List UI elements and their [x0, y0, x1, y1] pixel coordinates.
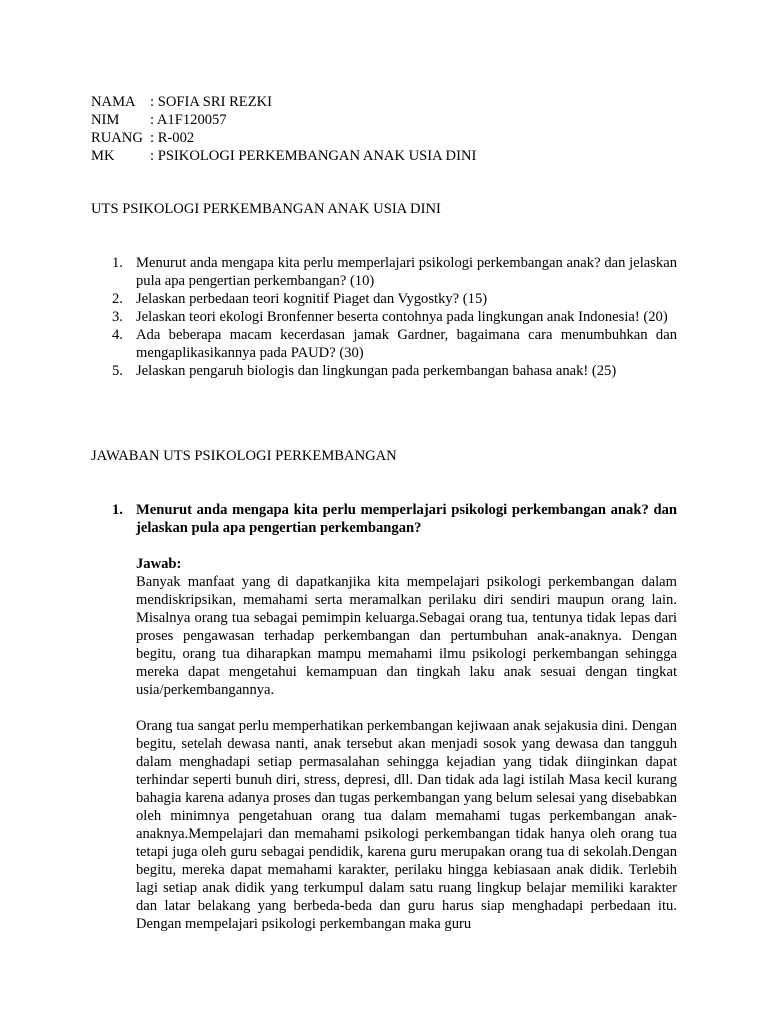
answer-question — [91, 501, 677, 537]
header-key: MK — [91, 148, 115, 164]
question-list — [91, 254, 677, 380]
question-number: 5. — [112, 363, 123, 379]
answer-section — [91, 501, 677, 933]
question-text: Jelaskan perbedaan teori kognitif Piaget dan Vygostky? (15) — [136, 291, 488, 307]
question-item — [91, 308, 677, 326]
question-number: 3. — [112, 309, 123, 325]
question-item — [91, 326, 677, 362]
question-number: 2. — [112, 291, 123, 307]
header-row-ruang — [91, 129, 476, 147]
question-item — [91, 290, 677, 308]
header-row-nama — [91, 93, 476, 111]
question-number: 4. — [112, 327, 123, 343]
question-text: Ada beberapa macam kecerdasan jamak Gardner, bagaimana cara menumbuhkan dan mengaplikasikannya pada PAUD? (30) — [136, 327, 677, 361]
question-text: Menurut anda mengapa kita perlu memperlajari psikologi perkembangan anak? dan jelaskan pula apa pengertian perkembangan? (10) — [136, 255, 677, 289]
jawab-label: Jawab: — [136, 556, 182, 572]
header-value: : R-002 — [150, 130, 195, 146]
header-value: : SOFIA SRI REZKI — [150, 94, 273, 110]
header-value: : A1F120057 — [150, 112, 227, 128]
answer-question-text: Menurut anda mengapa kita perlu memperlajari psikologi perkembangan anak? dan jelaskan pula apa pengertian perkembangan? — [136, 502, 677, 536]
uts-title: UTS PSIKOLOGI PERKEMBANGAN ANAK USIA DINI — [91, 201, 441, 217]
header-row-mk — [91, 147, 476, 165]
jawaban-title: JAWABAN UTS PSIKOLOGI PERKEMBANGAN — [91, 448, 397, 464]
answer-paragraph: Banyak manfaat yang di dapatkanjika kita mempelajari psikologi perkembangan dalam mendiskripsikan, memahami serta meramalkan perilaku diri sendiri maupun orang lain. Misalnya orang tua sebagai pemimpin keluarga.Sebagai orang tua, tentunya tidak lepas dari proses pengawasan terhadap perkembangan dan pertumbuhan anak-anaknya. Dengan begitu, orang tua diharapkan mampu memahami ilmu psikologi perkembangan sehingga mereka dapat mengetahui kemampuan dan tingkah laku anak sesuai dengan tingkat usia/perkembangannya. — [136, 574, 677, 698]
header-key: NAMA — [91, 94, 136, 110]
header-key: RUANG — [91, 130, 143, 146]
header-key: NIM — [91, 112, 120, 128]
question-text: Jelaskan pengaruh biologis dan lingkungan pada perkembangan bahasa anak! (25) — [136, 363, 617, 379]
header-row-nim — [91, 111, 476, 129]
question-item — [91, 254, 677, 290]
answer-body — [91, 555, 677, 933]
answer-number: 1. — [112, 502, 123, 518]
question-item — [91, 362, 677, 380]
student-info-header — [91, 93, 476, 165]
question-text: Jelaskan teori ekologi Bronfenner beserta contohnya pada lingkungan anak Indonesia! (20) — [136, 309, 668, 325]
header-value: : PSIKOLOGI PERKEMBANGAN ANAK USIA DINI — [150, 148, 477, 164]
answer-paragraph: Orang tua sangat perlu memperhatikan perkembangan kejiwaan anak sejakusia dini. Dengan begitu, setelah dewasa nanti, anak tersebut akan menjadi sosok yang dewasa dan tangguh dalam menghadapi setiap permasalahan sehingga kejadian yang tidak diinginkan dapat terhindar seperti bunuh diri, stress, depresi, dll. Dan tidak ada lagi istilah Masa kecil kurang bahagia karena adanya proses dan tugas perkembangan yang belum selesai yang disebabkan oleh minimnya pengetahuan orang tua dalam memahami tugas perkembangan anak-anaknya.Mempelajari dan memahami psikologi perkembangan tidak hanya oleh orang tua tetapi juga oleh guru sebagai pendidik, karena guru merupakan orang tua di sekolah.Dengan begitu, mereka dapat memahami karakter, perilaku hingga kebiasaan anak didik. Terlebih lagi setiap anak didik yang terkumpul dalam satu ruang lingkup belajar memiliki karakter dan latar belakang yang berbeda-beda dan guru harus siap menghadapi perbedaan itu. Dengan mempelajari psikologi perkembangan maka guru — [136, 718, 677, 932]
question-number: 1. — [112, 255, 123, 271]
